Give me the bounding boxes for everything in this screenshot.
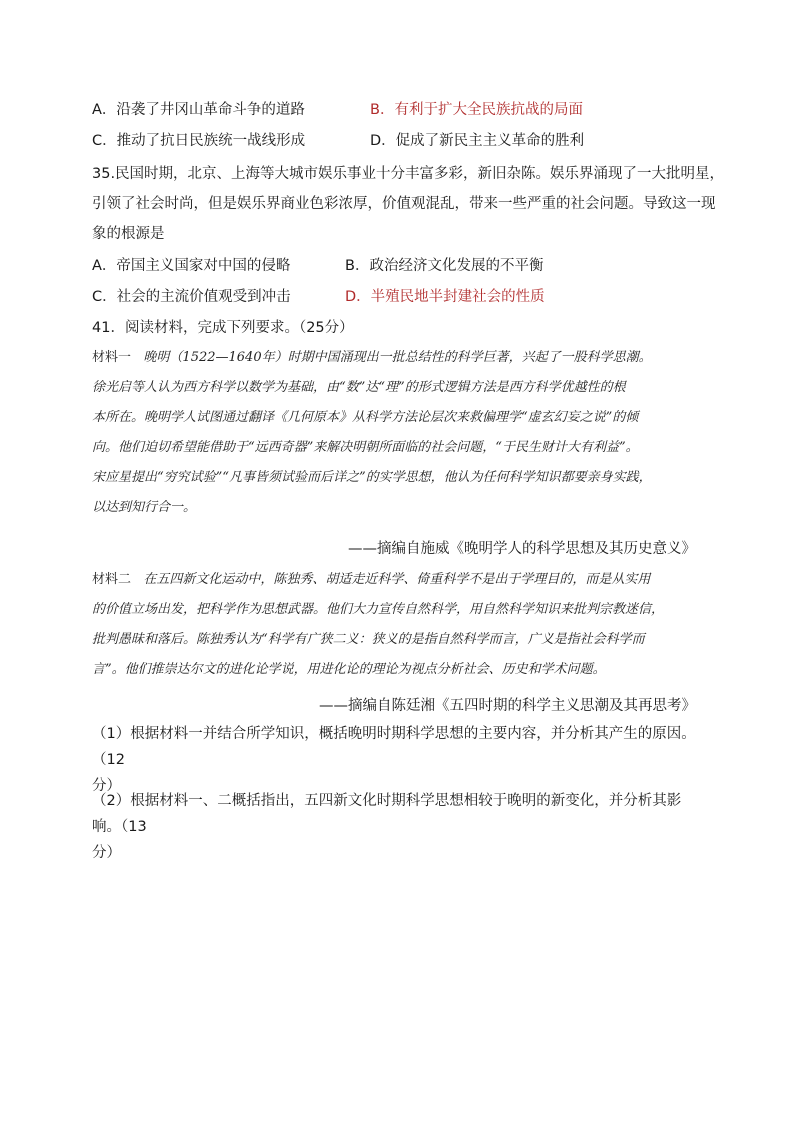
material-one-line-3: 本所在。晚明学人试图通过翻译《几何原本》从科学方法论层次来救偏理学“虚玄幻妄之说”的倾 [92, 410, 639, 425]
material-one-line-4: 向。他们迫切希望能借助于“远西奇器”来解决明朝所面临的社会问题，“于民生财计大有利益”。 [92, 440, 639, 455]
material-two-source: ——摘编自陈廷湘《五四时期的科学主义思潮及其再思考》 [319, 698, 696, 714]
material-two-line-4: 言”。他们推崇达尔文的进化论学说，用进化论的理论为视点分析社会、历史和学术问题。 [92, 662, 606, 677]
q35-option-b: B．政治经济文化发展的不平衡 [345, 258, 544, 274]
material-one-line-6: 以达到知行合一。 [92, 500, 197, 515]
q35-option-d: D．半殖民地半封建社会的性质 [345, 289, 545, 305]
sub-question-1-line-2: 分） [92, 778, 121, 794]
material-one-source: ——摘编自施威《晚明学人的科学思想及其历史意义》 [348, 541, 696, 557]
q41-header: 41．阅读材料，完成下列要求。（25分） [92, 320, 354, 336]
material-one [92, 343, 696, 523]
q34-option-a: A．沿袭了井冈山革命斗争的道路 [92, 102, 305, 118]
q35-stem-line-3: 象的根源是 [92, 226, 165, 242]
sub-question-2 [92, 788, 702, 866]
material-two-line-3: 批判愚昧和落后。陈独秀认为“科学有广狭二义：狭义的是指自然科学而言，广义是指社会科学而 [92, 632, 645, 647]
q34-option-b: B．有利于扩大全民族抗战的局面 [370, 102, 583, 118]
material-one-line-1: 材料一 晚明（1522—1640年）时期中国涌现出一批总结性的科学巨著，兴起了一股科学思潮。 [92, 350, 652, 365]
material-two-line-1: 材料二 在五四新文化运动中，陈独秀、胡适走近科学、倚重科学不是出于学理目的，而是从实用 [92, 572, 651, 587]
q35-option-c: C．社会的主流价值观受到冲击 [92, 289, 291, 305]
material-one-line-2: 徐光启等人认为西方科学以数学为基础，由“数”达“理”的形式逻辑方法是西方科学优越性的根 [92, 380, 626, 395]
q35-option-a: A．帝国主义国家对中国的侵略 [92, 258, 291, 274]
material-one-line-5: 宋应星提出“穷究试验”“凡事皆须试验而后详之”的实学思想，他认为任何科学知识都要亲身实践， [92, 470, 652, 485]
q35-stem-line-2: 引领了社会时尚，但是娱乐界商业色彩浓厚，价值观混乱，带来一些严重的社会问题。导致这一现 [92, 196, 716, 212]
q35-stem-line-1: 35.民国时期，北京、上海等大城市娱乐事业十分丰富多彩，新旧杂陈。娱乐界涌现了一大批明星， [92, 166, 725, 182]
q34-option-d: D．促成了新民主主义革命的胜利 [370, 133, 585, 149]
material-one-label: 材料一 [92, 350, 132, 365]
material-two [92, 565, 696, 685]
sub-question-2-line-1: （2）根据材料一、二概括指出，五四新文化时期科学思想相较于晚明的新变化，并分析其影响。（13 [92, 793, 682, 835]
sub-question-1-line-1: （1）根据材料一并结合所学知识，概括晚明时期科学思想的主要内容，并分析其产生的原因。（12 [92, 726, 696, 768]
material-two-label: 材料二 [92, 572, 132, 587]
material-two-line-2: 的价值立场出发，把科学作为思想武器。他们大力宣传自然科学，用自然科学知识来批判宗教迷信， [92, 602, 665, 617]
q34-option-c: C．推动了抗日民族统一战线形成 [92, 133, 306, 149]
sub-question-2-line-2: 分） [92, 845, 121, 861]
